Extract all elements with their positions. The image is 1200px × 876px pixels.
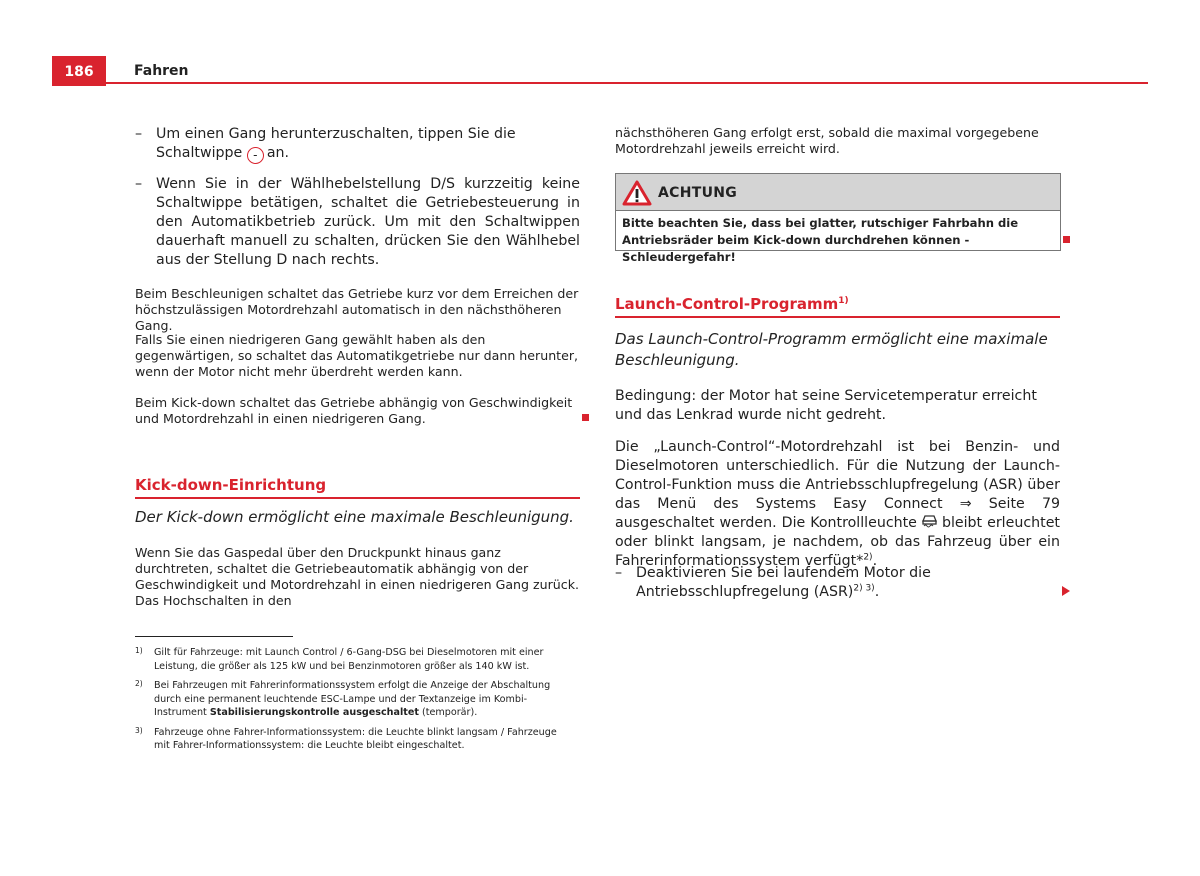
- footnote-bold-text: Stabilisierungskontrolle ausgeschaltet: [209, 707, 419, 718]
- kickdown-section-title: Kick-down-Einrichtung: [135, 476, 327, 494]
- launch-control-text: Die „Launch-Control“-Motordrehzahl ist bei Benzin- und Dieselmotoren unterschiedlich. Für die Nutzung der Launch-Control-Funktion muss die Antriebsschlupfregelung (ASR) über das Menü des Systems Easy Connect ⇒ Seite 79 ausgeschaltet werden. Die Kontrollleuchte: [615, 439, 1060, 531]
- launch-control-title: [615, 295, 1060, 313]
- footnote-1: [135, 646, 575, 673]
- footnote-text-end: (temporär).: [418, 707, 478, 718]
- footnote-3: [135, 726, 575, 753]
- kickdown-section: [135, 476, 580, 499]
- footnote-text: Bei Fahrzeugen mit Fahrerinformationssystem erfolgt die Anzeige der Abschaltung durch eine permanent leuchtende ESC-Lampe und der Textanzeige im Kombi-Instrument: [154, 680, 551, 718]
- launch-control-intro: Das Launch-Control-Programm ermöglicht eine maximale Beschleunigung.: [615, 330, 1048, 369]
- footnotes: [135, 646, 575, 753]
- warning-triangle-icon: [622, 180, 652, 206]
- bullet-downshift-end: an.: [266, 145, 290, 161]
- paragraph-accelerate: Beim Beschleunigen schaltet das Getriebe kurz vor dem Erreichen der höchstzulässigen Motordrehzahl automatisch in den nächsthöheren Gang.: [135, 286, 579, 333]
- launch-control-footnote: 2): [863, 552, 873, 563]
- bullet-auto-return: [135, 175, 580, 270]
- section-end-mark: [1063, 236, 1070, 243]
- bullet-downshift: [135, 125, 580, 164]
- launch-control-title-footnote: 1): [838, 296, 849, 306]
- launch-control-text-end: .: [872, 553, 878, 569]
- paragraph-condition: Bedingung: der Motor hat seine Servicetemperatur erreicht und das Lenkrad wurde nicht gedreht.: [615, 388, 1037, 423]
- bullet-deactivate-asr-footnotes: 2) 3): [853, 583, 875, 594]
- warning-title: ACHTUNG: [658, 185, 738, 201]
- footnote-text: Fahrzeuge ohne Fahrer-Informationssystem: die Leuchte blinkt langsam / Fahrzeuge mit Fahrer-Informationssystem: die Leuchte bleibt eingeschaltet.: [154, 726, 557, 751]
- bullet-deactivate-asr: [615, 564, 1055, 602]
- kickdown-section-rule: [135, 497, 580, 499]
- paragraph-lower-gear: Falls Sie einen niedrigeren Gang gewählt haben als den gegenwärtigen, so schaltet das Automatikgetriebe nur dann herunter, wenn der Motor nicht mehr überdreht werden kann.: [135, 332, 579, 379]
- paragraph-kickdown-shift: Beim Kick-down schaltet das Getriebe abhängig von Geschwindigkeit und Motordrehzahl in einen niedrigeren Gang.: [135, 395, 573, 426]
- footnote-number: 2): [135, 679, 143, 688]
- bullet-deactivate-asr-end: .: [874, 584, 880, 600]
- warning-box: [615, 173, 1061, 264]
- paragraph-upshift-continued: nächsthöheren Gang erfolgt erst, sobald die maximal vorgegebene Motordrehzahl jeweils erreicht wird.: [615, 125, 1039, 156]
- footnote-text: Gilt für Fahrzeuge: mit Launch Control / 6-Gang-DSG bei Dieselmotoren mit einer Leistung, die größer als 125 kW und bei Benzinmotoren größer als 140 kW ist.: [154, 647, 544, 672]
- asr-warning-light-icon: [922, 515, 937, 528]
- header-rule: [106, 82, 1148, 84]
- footnote-2: [135, 679, 575, 720]
- minus-paddle-icon: -: [247, 147, 264, 164]
- bullet-downshift-text: Um einen Gang herunterzuschalten, tippen Sie die Schaltwippe: [156, 126, 516, 161]
- section-end-mark: [582, 414, 589, 421]
- footnote-rule: [135, 636, 293, 637]
- page-number: 186: [52, 56, 106, 86]
- launch-control-rule: [615, 316, 1060, 318]
- kickdown-intro: Der Kick-down ermöglicht eine maximale Beschleunigung.: [135, 508, 574, 526]
- footnote-number: 3): [135, 725, 143, 735]
- launch-control-section: [615, 295, 1060, 318]
- footnote-number: 1): [135, 646, 143, 655]
- launch-control-title-text: Launch-Control-Programm: [615, 295, 839, 313]
- bullet-deactivate-asr-text: Deaktivieren Sie bei laufendem Motor die Antriebsschlupfregelung (ASR): [636, 565, 931, 600]
- launch-control-text-continued: bleibt erleuchtet oder blinkt langsam, je nachdem, ob das Fahrzeug über ein Fahrerinformationssystem verfügt*: [615, 515, 1060, 569]
- continue-arrow-icon: [1062, 586, 1070, 596]
- warning-text: Bitte beachten Sie, dass bei glatter, rutschiger Fahrbahn die Antriebsräder beim Kick-down durchdrehen können - Schleudergefahr!: [622, 216, 1019, 264]
- warning-header: [616, 174, 1060, 211]
- paragraph-launch-control: [615, 438, 1060, 571]
- paragraph-kickdown: Wenn Sie das Gaspedal über den Druckpunkt hinaus ganz durchtreten, schaltet die Getriebeautomatik abhängig von der Geschwindigkeit und Motordrehzahl in einen niedrigeren Gang zurück. Das Hochschalten in den: [135, 545, 579, 608]
- bullet-auto-return-text: – Wenn Sie in der Wählhebelstellung D/S kurzzeitig keine Schaltwippe betätigen, schaltet die Getriebesteuerung in den Automatikbetrieb zurück. Um mit den Schaltwippen dauerhaft manuell zu schalten, drücken Sie den Wählhebel aus der Stellung D nach rechts.: [135, 175, 580, 270]
- chapter-title: Fahren: [134, 63, 189, 79]
